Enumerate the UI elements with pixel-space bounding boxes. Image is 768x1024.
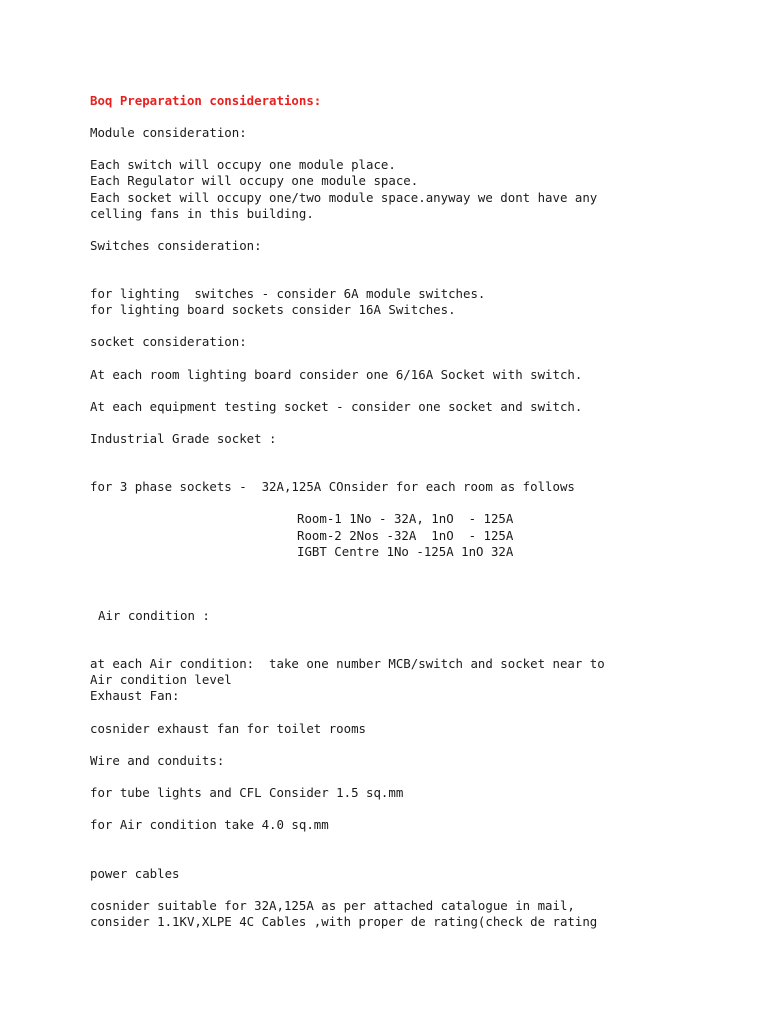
- wire-line: for Air condition take 4.0 sq.mm: [90, 817, 329, 833]
- exhaust-line: cosnider exhaust fan for toilet rooms: [90, 720, 367, 736]
- exhaust-heading: Exhaust Fan:: [90, 688, 180, 704]
- blank-line: [90, 576, 730, 592]
- industrial-heading: Industrial Grade socket :: [90, 430, 277, 446]
- blank-line: [90, 351, 730, 367]
- socket-line: At each room lighting board consider one 6/16A Socket with switch.: [90, 366, 583, 382]
- blank-line: [90, 318, 730, 334]
- switches-line: for lighting switches - consider 6A module switches.: [90, 286, 486, 302]
- room-line: Room-1 1No - 32A, 1nO - 125A: [297, 511, 514, 527]
- document-title: Boq Preparation considerations:: [90, 93, 322, 108]
- module-line: Each switch will occupy one module place.: [90, 157, 396, 173]
- aircon-line: at each Air condition: take one number MCB/switch and socket near to: [90, 656, 605, 672]
- blank-line: [90, 769, 730, 785]
- switches-heading: Switches consideration:: [90, 237, 262, 253]
- blank-line: [90, 801, 730, 817]
- blank-line: [90, 705, 730, 721]
- blank-line: [90, 254, 730, 270]
- blank-line: [90, 495, 730, 511]
- blank-line: [90, 737, 730, 753]
- blank-line: [90, 270, 730, 286]
- module-line: Each socket will occupy one/two module space.anyway we dont have any: [90, 189, 598, 205]
- wire-heading: Wire and conduits:: [90, 752, 225, 768]
- blank-line: [90, 222, 730, 238]
- blank-line: [90, 833, 730, 849]
- room-line: IGBT Centre 1No -125A 1nO 32A: [297, 543, 514, 559]
- module-heading: Module consideration:: [90, 125, 247, 141]
- room-line: Room-2 2Nos -32A 1nO - 125A: [297, 527, 514, 543]
- socket-line: At each equipment testing socket - consider one socket and switch.: [90, 398, 583, 414]
- aircon-heading: Air condition :: [98, 608, 210, 623]
- power-line: cosnider suitable for 32A,125A as per attached catalogue in mail,: [90, 897, 575, 913]
- blank-line: [90, 624, 730, 640]
- blank-line: [90, 560, 730, 576]
- blank-line: [90, 447, 730, 463]
- industrial-line: for 3 phase sockets - 32A,125A COnsider for each room as follows: [90, 479, 575, 495]
- module-line: Each Regulator will occupy one module space.: [90, 173, 419, 189]
- wire-line: for tube lights and CFL Consider 1.5 sq.mm: [90, 785, 404, 801]
- blank-line: [90, 882, 730, 898]
- aircon-line: Air condition level: [90, 672, 232, 688]
- blank-line: [90, 415, 730, 431]
- socket-heading: socket consideration:: [90, 334, 247, 350]
- blank-line: [90, 463, 730, 479]
- blank-line: [90, 640, 730, 656]
- blank-line: [90, 141, 730, 157]
- power-line: consider 1.1KV,XLPE 4C Cables ,with proper de rating(check de rating: [90, 913, 598, 929]
- blank-line: [90, 109, 730, 125]
- document-body: [90, 93, 730, 930]
- blank-line: [90, 592, 730, 608]
- blank-line: [90, 849, 730, 865]
- power-heading: power cables: [90, 865, 180, 881]
- module-line: celling fans in this building.: [90, 205, 314, 221]
- switches-line: for lighting board sockets consider 16A Switches.: [90, 302, 456, 318]
- blank-line: [90, 383, 730, 399]
